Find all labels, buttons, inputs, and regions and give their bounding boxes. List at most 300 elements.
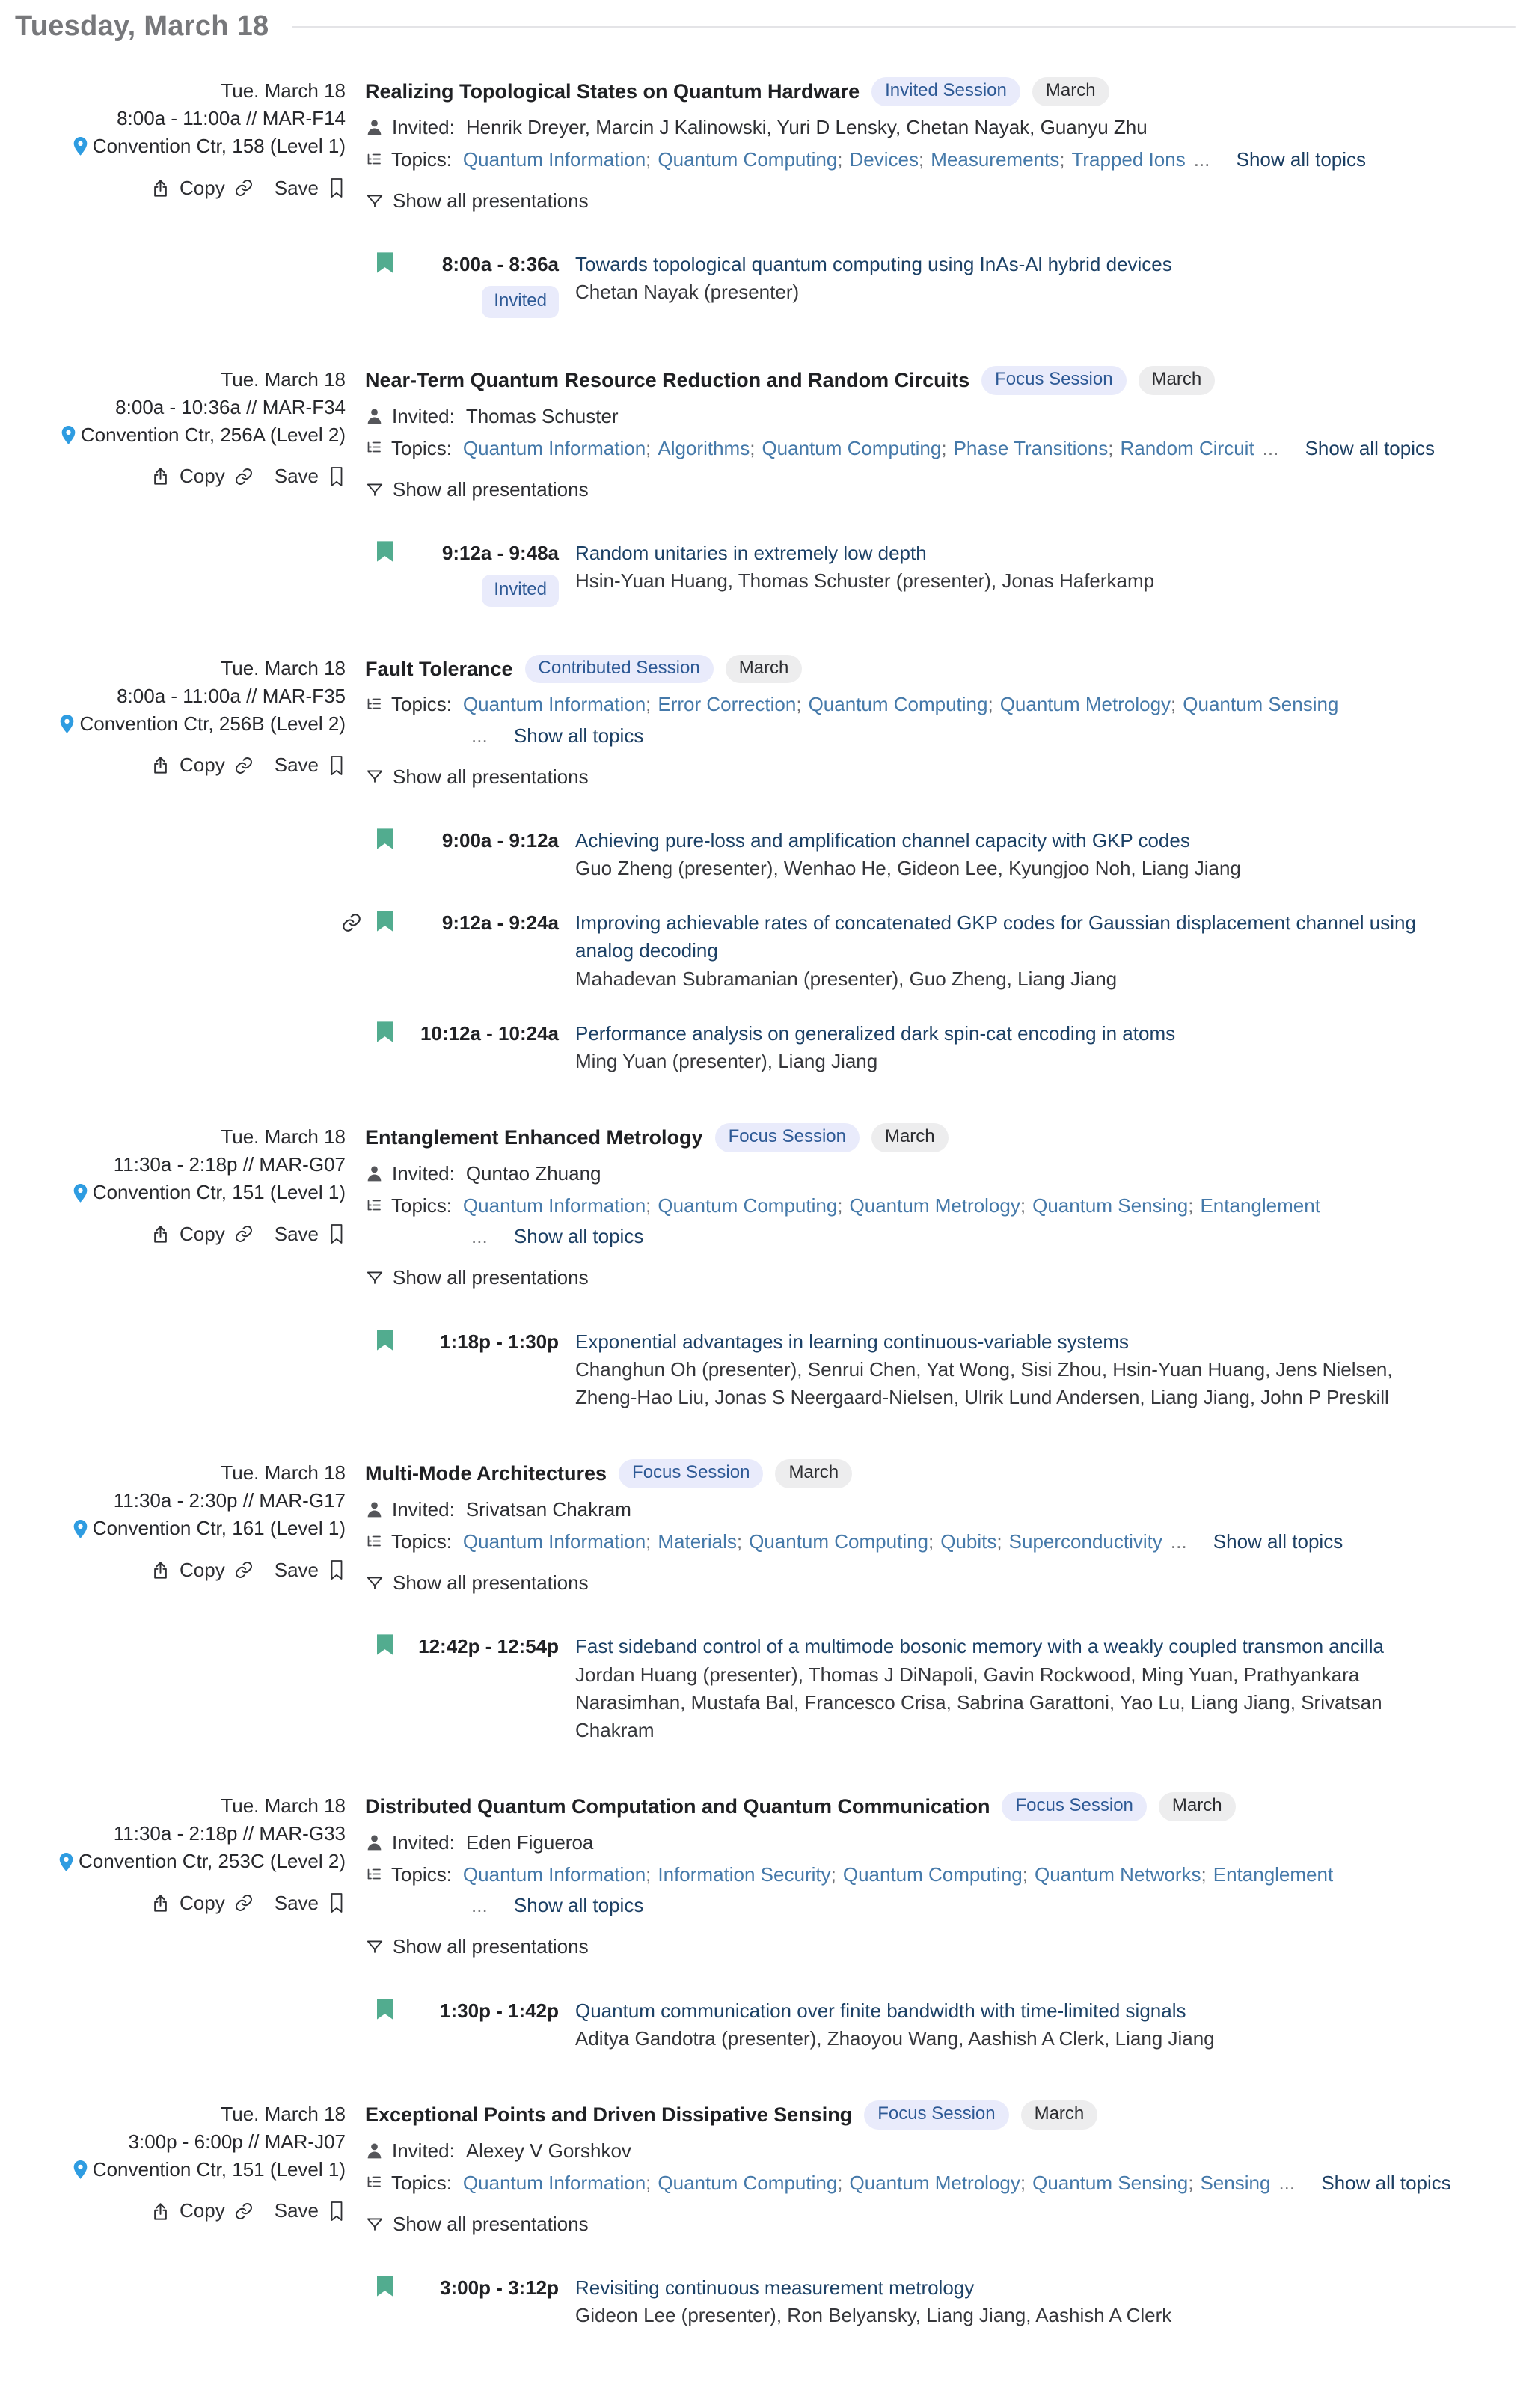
session-meta xyxy=(15,2100,346,2330)
copy-label: Copy xyxy=(180,176,225,199)
topic-separator: ; xyxy=(928,1530,934,1553)
presentation-title-link[interactable]: Achieving pure-loss and amplification channel capacity with GKP codes xyxy=(575,828,1190,852)
topic-link[interactable]: Quantum Information xyxy=(462,436,646,459)
filter-funnel-icon xyxy=(365,192,384,211)
invited-pill: Invited xyxy=(482,286,559,317)
show-all-presentations-label: Show all presentations xyxy=(393,189,589,213)
save-button[interactable] xyxy=(275,462,346,490)
topic-link[interactable]: Quantum Information xyxy=(462,693,646,716)
session-location xyxy=(15,2156,346,2184)
topic-link[interactable]: Qubits xyxy=(940,1530,997,1553)
presentation-title-link[interactable]: Revisiting continuous measurement metrology xyxy=(575,2276,975,2299)
presentations xyxy=(377,540,1516,606)
save-label: Save xyxy=(274,465,319,488)
topic-link[interactable]: Trapped Ions xyxy=(1071,147,1186,171)
session-content xyxy=(365,1123,1516,1411)
presentation-time-col xyxy=(403,827,559,855)
presentation-time: 9:12a - 9:48a xyxy=(441,542,559,565)
location-pin-icon xyxy=(72,136,89,156)
share-icon xyxy=(150,2201,171,2222)
filter-funnel-icon xyxy=(365,480,384,500)
topics-ellipsis: ... xyxy=(1170,1530,1187,1553)
session-location-text: Convention Ctr, 151 (Level 1) xyxy=(92,2158,346,2181)
copy-label: Copy xyxy=(180,1891,225,1914)
save-label: Save xyxy=(274,1222,319,1245)
topics-ellipsis: ... xyxy=(471,1225,488,1248)
bookmark-outline-icon xyxy=(328,1559,346,1580)
show-all-topics-link[interactable]: Show all topics xyxy=(1236,147,1367,171)
session-time-room: 11:30a - 2:18p // MAR-G33 xyxy=(113,1822,346,1845)
copy-button[interactable] xyxy=(150,2197,254,2225)
session-date: Tue. March 18 xyxy=(221,79,346,102)
show-all-presentations-button[interactable] xyxy=(365,476,589,504)
bookmark-filled-icon[interactable] xyxy=(377,911,393,932)
topics-list xyxy=(463,1192,1320,1220)
save-button[interactable] xyxy=(275,1556,346,1584)
session-title[interactable]: Entanglement Enhanced Metrology xyxy=(365,1126,703,1149)
topic-separator: ; xyxy=(941,436,947,459)
session-card xyxy=(15,1123,1516,1411)
presentation-item xyxy=(377,1328,1516,1412)
topic-separator: ; xyxy=(646,1530,652,1553)
session-content xyxy=(365,2100,1516,2330)
presentation-item xyxy=(377,1633,1516,1744)
topics-row xyxy=(365,146,1516,174)
topic-link[interactable]: Information Security xyxy=(658,1863,831,1886)
show-all-presentations-button[interactable] xyxy=(365,763,589,791)
filter-funnel-icon xyxy=(365,1574,384,1593)
session-title-row xyxy=(365,77,1516,106)
presentation-text xyxy=(575,2274,1171,2329)
session-actions xyxy=(15,462,346,490)
save-label: Save xyxy=(274,1891,319,1914)
session-list xyxy=(15,77,1516,2330)
copy-button[interactable] xyxy=(150,1889,254,1917)
topic-link[interactable]: Devices xyxy=(849,147,919,171)
invited-label: Invited: xyxy=(392,1161,455,1185)
show-all-topics-link[interactable]: Show all topics xyxy=(1305,436,1435,459)
session-actions xyxy=(15,2197,346,2225)
bookmark-outline-icon xyxy=(328,466,346,487)
topic-link[interactable]: Algorithms xyxy=(658,436,750,459)
topics-list xyxy=(463,146,1186,174)
topics-more-line xyxy=(471,1892,1516,1919)
topic-separator: ; xyxy=(646,693,652,716)
session-title-row xyxy=(365,366,1516,395)
save-button[interactable] xyxy=(275,751,346,779)
topics-more-line xyxy=(1278,2169,1450,2197)
topic-separator: ; xyxy=(837,2171,843,2194)
month-badge: March xyxy=(726,655,803,684)
topics-label: Topics: xyxy=(391,693,452,716)
copy-label: Copy xyxy=(180,2199,225,2222)
topic-link[interactable]: Quantum Metrology xyxy=(999,693,1171,716)
presentation-text xyxy=(575,1997,1215,2053)
topic-separator: ; xyxy=(646,1194,652,1217)
presentations xyxy=(377,2274,1516,2329)
topics-list xyxy=(463,1861,1333,1889)
topic-separator: ; xyxy=(646,1863,652,1886)
topics-label: Topics: xyxy=(391,2171,452,2194)
show-all-presentations-label: Show all presentations xyxy=(393,1266,589,1289)
topic-link[interactable]: Random Circuit xyxy=(1120,436,1254,459)
topic-link[interactable]: Quantum Information xyxy=(462,1863,646,1886)
session-location-text: Convention Ctr, 161 (Level 1) xyxy=(92,1517,346,1540)
invited-names: Alexey V Gorshkov xyxy=(465,2139,631,2162)
session-location xyxy=(15,421,346,449)
session-time-room: 8:00a - 10:36a // MAR-F34 xyxy=(115,395,346,418)
bookmark-filled-icon[interactable] xyxy=(377,1634,393,1655)
topic-link[interactable]: Quantum Information xyxy=(462,1194,646,1217)
session-card xyxy=(15,655,1516,1076)
presentation-item xyxy=(377,540,1516,606)
presentation-title-link[interactable]: Towards topological quantum computing using InAs-Al hybrid devices xyxy=(575,253,1172,276)
invited-row xyxy=(365,114,1516,141)
bookmark-filled-icon[interactable] xyxy=(377,252,393,273)
topic-separator: ; xyxy=(1188,2171,1194,2194)
topics-list xyxy=(463,2169,1271,2197)
topic-link[interactable]: Quantum Computing xyxy=(658,1194,838,1217)
topic-link[interactable]: Quantum Computing xyxy=(658,147,838,171)
topic-separator: ; xyxy=(1020,2171,1026,2194)
month-badge: March xyxy=(871,1123,949,1152)
location-pin-icon xyxy=(72,1519,89,1539)
presentation-authors: Changhun Oh (presenter), Senrui Chen, Yat Wong, Sisi Zhou, Hsin-Yuan Huang, Jens Nielsen, Zheng-Hao Liu, Jonas S Neergaard-Nielsen, Ulrik Lund Andersen, Liang Jiang, John P Preskill xyxy=(575,1357,1393,1408)
invited-row xyxy=(365,1496,1516,1524)
invited-row xyxy=(365,1160,1516,1188)
session-title-row xyxy=(365,1459,1516,1488)
presentation-authors: Aditya Gandotra (presenter), Zhaoyou Wang, Aashish A Clerk, Liang Jiang xyxy=(575,2026,1215,2050)
topics-icon xyxy=(365,2174,383,2192)
location-pin-icon xyxy=(58,714,76,734)
topics-list xyxy=(463,691,1338,718)
presentation-text xyxy=(575,827,1241,882)
bookmark-outline-icon xyxy=(328,1223,346,1244)
session-title[interactable]: Realizing Topological States on Quantum Hardware xyxy=(365,80,860,103)
invited-names: Quntao Zhuang xyxy=(465,1161,601,1185)
show-all-presentations-label: Show all presentations xyxy=(393,477,589,501)
copy-label: Copy xyxy=(180,1558,225,1581)
topic-link[interactable]: Quantum Information xyxy=(462,1530,646,1553)
show-all-presentations-label: Show all presentations xyxy=(393,2213,589,2236)
topic-link[interactable]: Entanglement xyxy=(1200,1194,1320,1217)
presentation-title-link[interactable]: Random unitaries in extremely low depth xyxy=(575,542,927,565)
bookmark-filled-icon[interactable] xyxy=(377,828,393,849)
topic-separator: ; xyxy=(1108,436,1114,459)
topics-label: Topics: xyxy=(391,1863,452,1886)
presentation-time-col xyxy=(403,2274,559,2302)
month-badge: March xyxy=(1021,2100,1098,2130)
presentation-text xyxy=(575,1020,1175,1075)
show-all-topics-link[interactable]: Show all topics xyxy=(1321,2171,1451,2194)
save-button[interactable] xyxy=(275,1889,346,1917)
topics-icon xyxy=(365,1533,383,1551)
session-time-room: 11:30a - 2:18p // MAR-G07 xyxy=(113,1153,346,1176)
topics-list xyxy=(463,1528,1162,1556)
session-content xyxy=(365,77,1516,318)
topic-link[interactable]: Sensing xyxy=(1200,2171,1271,2194)
presentation-item xyxy=(377,1020,1516,1075)
presentation-time-col xyxy=(403,1633,559,1660)
show-all-topics-link[interactable]: Show all topics xyxy=(1213,1530,1343,1553)
topic-separator: ; xyxy=(646,2171,652,2194)
show-all-presentations-label: Show all presentations xyxy=(393,1935,589,1958)
session-type-badge: Focus Session xyxy=(715,1123,860,1152)
session-location-text: Convention Ctr, 256B (Level 2) xyxy=(79,712,346,735)
presentation-time: 10:12a - 10:24a xyxy=(420,1021,559,1045)
invited-pill: Invited xyxy=(482,575,559,606)
show-all-presentations-button[interactable] xyxy=(365,2210,589,2238)
presentation-link-icon[interactable] xyxy=(341,912,362,933)
session-meta xyxy=(15,655,346,1076)
bookmark-filled-icon[interactable] xyxy=(377,1999,393,2020)
topic-separator: ; xyxy=(646,147,652,171)
topics-more-line xyxy=(1171,1528,1343,1556)
copy-button[interactable] xyxy=(150,462,254,490)
presentations xyxy=(377,251,1516,317)
save-button[interactable] xyxy=(275,1220,346,1248)
presentations xyxy=(377,827,1516,1075)
session-content xyxy=(365,655,1516,1076)
topic-link[interactable]: Error Correction xyxy=(658,693,797,716)
session-date: Tue. March 18 xyxy=(221,1794,346,1818)
presentation-title-link[interactable]: Quantum communication over finite bandwidth with time-limited signals xyxy=(575,1999,1186,2022)
copy-label: Copy xyxy=(180,754,225,777)
session-title[interactable]: Multi-Mode Architectures xyxy=(365,1462,607,1485)
save-label: Save xyxy=(274,2199,319,2222)
presentation-time-col xyxy=(403,909,559,937)
show-all-presentations-button[interactable] xyxy=(365,1933,589,1961)
presentation-authors: Gideon Lee (presenter), Ron Belyansky, Liang Jiang, Aashish A Clerk xyxy=(575,2304,1172,2327)
person-icon xyxy=(365,1833,384,1852)
copy-label: Copy xyxy=(180,465,225,488)
person-icon xyxy=(365,1164,384,1183)
topic-link[interactable]: Quantum Sensing xyxy=(1032,1194,1189,1217)
save-label: Save xyxy=(274,1558,319,1581)
topic-separator: ; xyxy=(1201,1863,1207,1886)
filter-funnel-icon xyxy=(365,767,384,786)
session-actions xyxy=(15,1889,346,1917)
session-time-room: 8:00a - 11:00a // MAR-F14 xyxy=(117,107,346,130)
topic-link[interactable]: Materials xyxy=(658,1530,737,1553)
session-location-text: Convention Ctr, 151 (Level 1) xyxy=(92,1181,346,1204)
presentation-text xyxy=(575,540,1154,595)
topics-row xyxy=(365,1861,1516,1889)
show-all-presentations-label: Show all presentations xyxy=(393,765,589,788)
page-title: Tuesday, March 18 xyxy=(15,10,269,42)
topic-link[interactable]: Quantum Computing xyxy=(762,436,942,459)
topic-separator: ; xyxy=(1171,693,1177,716)
show-all-presentations-button[interactable] xyxy=(365,1569,589,1597)
topics-icon xyxy=(365,696,383,714)
topic-link[interactable]: Quantum Computing xyxy=(842,1863,1023,1886)
invited-row xyxy=(365,2137,1516,2165)
copy-button[interactable] xyxy=(150,1220,254,1248)
invited-names: Thomas Schuster xyxy=(465,404,619,427)
invited-names: Eden Figueroa xyxy=(465,1830,594,1854)
save-button[interactable] xyxy=(275,174,346,202)
presentation-time: 1:18p - 1:30p xyxy=(440,1330,559,1353)
topics-row xyxy=(365,1192,1516,1220)
link-icon xyxy=(234,756,254,775)
session-title[interactable]: Exceptional Points and Driven Dissipative Sensing xyxy=(365,2103,853,2127)
link-icon xyxy=(234,1224,254,1244)
session-content xyxy=(365,1792,1516,2053)
presentation-authors: Hsin-Yuan Huang, Thomas Schuster (presenter), Jonas Haferkamp xyxy=(575,569,1155,593)
invited-label: Invited: xyxy=(392,404,455,427)
presentation-time-col xyxy=(403,1020,559,1048)
bookmark-filled-icon[interactable] xyxy=(377,541,393,562)
session-date: Tue. March 18 xyxy=(221,2102,346,2125)
presentation-time: 9:00a - 9:12a xyxy=(441,828,559,852)
month-badge: March xyxy=(1159,1792,1236,1821)
topic-separator: ; xyxy=(996,1530,1002,1553)
session-actions xyxy=(15,1220,346,1248)
topic-link[interactable]: Quantum Metrology xyxy=(849,2171,1020,2194)
presentation-item xyxy=(377,827,1516,882)
session-title-row xyxy=(365,2100,1516,2130)
share-icon xyxy=(150,1560,171,1580)
topic-link[interactable]: Quantum Metrology xyxy=(849,1194,1020,1217)
presentation-time: 1:30p - 1:42p xyxy=(440,1999,559,2022)
topic-link[interactable]: Quantum Networks xyxy=(1034,1863,1201,1886)
topics-more-line xyxy=(471,1223,1516,1250)
presentations xyxy=(377,1997,1516,2053)
session-location xyxy=(15,132,346,160)
topic-link[interactable]: Phase Transitions xyxy=(953,436,1109,459)
topics-label: Topics: xyxy=(391,1530,452,1553)
filter-funnel-icon xyxy=(365,2215,384,2234)
topics-ellipsis: ... xyxy=(471,724,488,747)
presentation-title-link[interactable]: Exponential advantages in learning continuous-variable systems xyxy=(575,1330,1129,1353)
presentation-authors: Ming Yuan (presenter), Liang Jiang xyxy=(575,1049,878,1072)
topics-ellipsis: ... xyxy=(1278,2171,1296,2194)
link-icon xyxy=(234,1560,254,1580)
presentation-text xyxy=(575,251,1172,306)
show-all-presentations-button[interactable] xyxy=(365,1264,589,1292)
topic-separator: ; xyxy=(830,1863,836,1886)
session-card xyxy=(15,77,1516,318)
copy-button[interactable] xyxy=(150,174,254,202)
topics-more-line xyxy=(471,722,1516,750)
share-icon xyxy=(150,178,171,198)
session-actions xyxy=(15,1556,346,1584)
topics-icon xyxy=(365,1866,383,1884)
session-location xyxy=(15,1848,346,1875)
presentation-title-link[interactable]: Fast sideband control of a multimode bosonic memory with a weakly coupled transmon ancilla xyxy=(575,1635,1384,1658)
session-content xyxy=(365,1459,1516,1744)
session-title[interactable]: Fault Tolerance xyxy=(365,657,513,680)
topic-separator: ; xyxy=(1188,1194,1194,1217)
topic-link[interactable]: Measurements xyxy=(931,147,1060,171)
presentations xyxy=(377,1633,1516,1744)
topic-link[interactable]: Quantum Computing xyxy=(658,2171,838,2194)
link-icon xyxy=(234,467,254,486)
topic-link[interactable]: Quantum Computing xyxy=(749,1530,929,1553)
topic-link[interactable]: Entanglement xyxy=(1213,1863,1334,1886)
topic-link[interactable]: Quantum Information xyxy=(462,147,646,171)
save-label: Save xyxy=(274,176,319,199)
bookmark-outline-icon xyxy=(328,177,346,198)
invited-row xyxy=(365,403,1516,430)
show-all-topics-link[interactable]: Show all topics xyxy=(513,1225,644,1248)
location-pin-icon xyxy=(72,2160,89,2180)
invited-names: Henrik Dreyer, Marcin J Kalinowski, Yuri D Lensky, Chetan Nayak, Guanyu Zhu xyxy=(465,115,1148,138)
topics-icon xyxy=(365,151,383,169)
topics-row xyxy=(365,2169,1516,2197)
session-card xyxy=(15,2100,1516,2330)
session-card xyxy=(15,1459,1516,1744)
presentation-text xyxy=(575,1328,1436,1412)
copy-label: Copy xyxy=(180,1222,225,1245)
session-meta xyxy=(15,1123,346,1411)
save-label: Save xyxy=(274,754,319,777)
topic-link[interactable]: Quantum Information xyxy=(462,2171,646,2194)
presentation-time-col xyxy=(403,251,559,317)
topics-more-line xyxy=(1263,435,1435,462)
filter-funnel-icon xyxy=(365,1268,384,1288)
topics-row xyxy=(365,691,1516,718)
topics-label: Topics: xyxy=(391,147,452,171)
save-button[interactable] xyxy=(275,2197,346,2225)
topic-link[interactable]: Superconductivity xyxy=(1008,1530,1162,1553)
presentation-item xyxy=(377,1997,1516,2053)
presentation-text xyxy=(575,909,1436,993)
show-all-topics-link[interactable]: Show all topics xyxy=(513,724,644,747)
session-location xyxy=(15,710,346,738)
topics-label: Topics: xyxy=(391,1194,452,1217)
presentation-title-link[interactable]: Performance analysis on generalized dark spin-cat encoding in atoms xyxy=(575,1021,1176,1045)
topic-separator: ; xyxy=(837,1194,843,1217)
month-badge: March xyxy=(775,1459,852,1488)
topic-link[interactable]: Quantum Computing xyxy=(808,693,988,716)
show-all-topics-link[interactable]: Show all topics xyxy=(513,1894,644,1917)
bookmark-filled-icon[interactable] xyxy=(377,1330,393,1351)
bookmark-outline-icon xyxy=(328,1892,346,1913)
bookmark-filled-icon[interactable] xyxy=(377,1021,393,1042)
header-divider xyxy=(292,26,1516,28)
bookmark-filled-icon[interactable] xyxy=(377,2276,393,2297)
copy-button[interactable] xyxy=(150,1556,254,1584)
topic-separator: ; xyxy=(837,147,843,171)
session-date: Tue. March 18 xyxy=(221,656,346,679)
session-type-badge: Focus Session xyxy=(864,2100,1008,2130)
copy-button[interactable] xyxy=(150,751,254,779)
topics-icon xyxy=(365,1197,383,1215)
presentation-text xyxy=(575,1633,1436,1744)
topics-row xyxy=(365,435,1516,462)
link-icon xyxy=(234,2201,254,2221)
session-title-row xyxy=(365,1792,1516,1821)
presentation-title-link[interactable]: Improving achievable rates of concatenated GKP codes for Gaussian displacement channel using analog decoding xyxy=(575,911,1416,962)
filter-funnel-icon xyxy=(365,1937,384,1957)
share-icon xyxy=(150,466,171,486)
invited-label: Invited: xyxy=(392,1497,455,1521)
topic-link[interactable]: Quantum Sensing xyxy=(1032,2171,1189,2194)
month-badge: March xyxy=(1139,366,1216,395)
presentation-item xyxy=(377,2274,1516,2329)
session-date: Tue. March 18 xyxy=(221,367,346,391)
session-title[interactable]: Near-Term Quantum Resource Reduction and Random Circuits xyxy=(365,368,970,391)
session-title[interactable]: Distributed Quantum Computation and Quantum Communication xyxy=(365,1795,990,1818)
presentation-item xyxy=(377,909,1516,993)
presentation-authors: Guo Zheng (presenter), Wenhao He, Gideon Lee, Kyungjoo Noh, Liang Jiang xyxy=(575,857,1241,880)
show-all-presentations-button[interactable] xyxy=(365,187,589,215)
topic-link[interactable]: Quantum Sensing xyxy=(1183,693,1339,716)
presentation-authors: Mahadevan Subramanian (presenter), Guo Zheng, Liang Jiang xyxy=(575,967,1118,990)
person-icon xyxy=(365,407,384,426)
topics-list xyxy=(463,435,1254,462)
